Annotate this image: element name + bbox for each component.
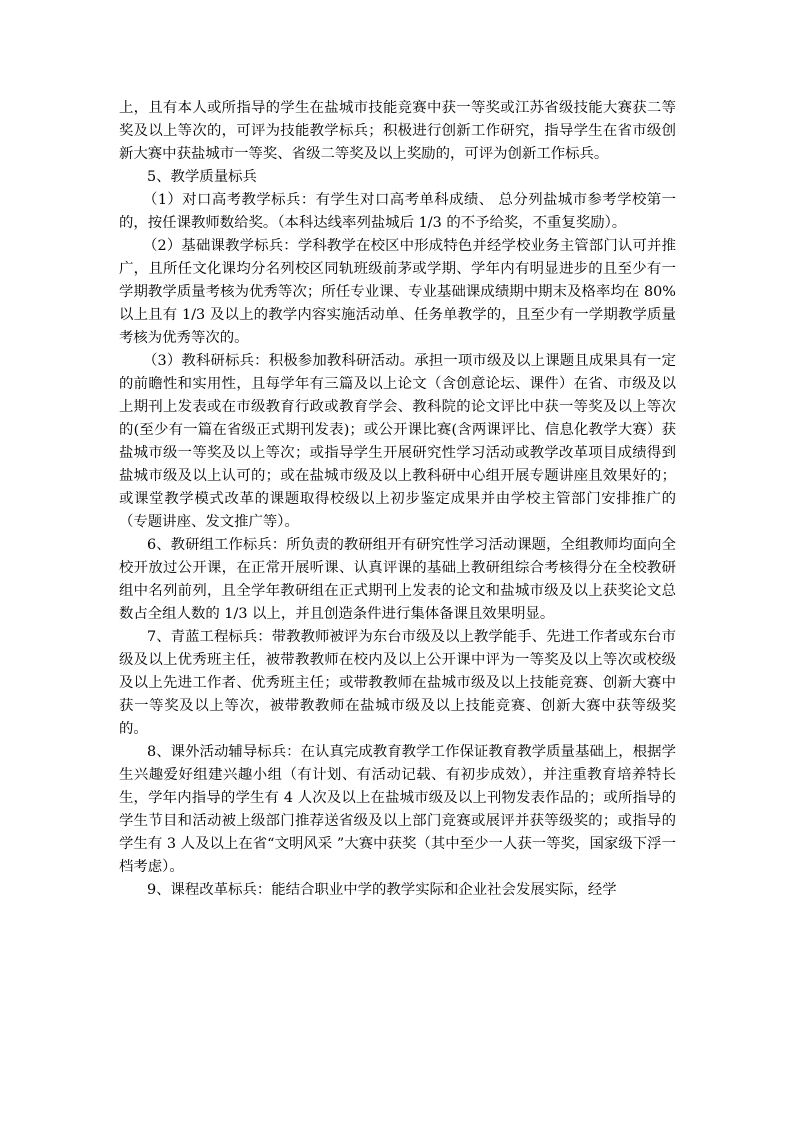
paragraph-section-6: 6、教研组工作标兵：所负责的教研组开有研究性学习活动课题，全组教师均面向全校开放过公开课，在正常开展听课、认真评课的基础上教研组综合考核得分在全校教研组中名列前列，且全学年教研组在正式期刊上发表的论文和盐城市级及以上获奖论文总数占全组人数的 1/3 以上，并且创造条件进行集体备课且效果明显。 [119, 537, 676, 622]
document-body [119, 97, 676, 902]
paragraph-section-7: 7、青蓝工程标兵：带教教师被评为东台市级及以上教学能手、先进工作者或东台市级及以上优秀班主任，被带教教师在校内及以上公开课中评为一等奖及以上等次或校级及以上先进工作者、优秀班主任；或带教教师在盐城市级及以上技能竞赛、创新大赛中获一等奖及以上等次，被带教教师在盐城市级及以上技能竞赛、创新大赛中获等级奖的。 [119, 629, 676, 737]
paragraph-continuation: 上，且有本人或所指导的学生在盐城市技能竞赛中获一等奖或江苏省级技能大赛获二等奖及以上等次的，可评为技能教学标兵；积极进行创新工作研究，指导学生在省市级创新大赛中获盐城市一等奖、省级二等奖及以上奖励的，可评为创新工作标兵。 [119, 100, 676, 162]
paragraph-section-9: 9、课程改革标兵：能结合职业中学的教学实际和企业社会发展实际，经学 [147, 882, 617, 898]
paragraph-section-8: 8、课外活动辅导标兵：在认真完成教育教学工作保证教育教学质量基础上，根据学生兴趣爱好组建兴趣小组（有计划、有活动记载、有初步成效），并注重教育培养特长生，学年内指导的学生有 4 人次及以上在盐城市级及以上刊物发表作品的；或所指导的学生节目和活动被上级部门推荐送省级及以上部门竞赛或展评并获等级奖的；或指导的学生有 3 人及以上在省“文明风采 ”大赛中获奖（其中至少一人获一等奖，国家级下浮一档考虑）。 [119, 744, 676, 875]
paragraph-item-3: （3）教科研标兵：积极参加教科研活动。承担一项市级及以上课题且成果具有一定的前瞻性和实用性，且每学年有三篇及以上论文（含创意论坛、课件）在省、市级及以上期刊上发表或在市级教育行政或教育学会、教科院的论文评比中获一等奖及以上等次的(至少有一篇在省级正式期刊发表)；或公开课比赛(含两课评比、信息化教学大赛）获盐城市级一等奖及以上等次；或指导学生开展研究性学习活动或教学改革项目成绩得到盐城市级及以上认可的；或在盐城市级及以上教科研中心组开展专题讲座且效果好的；或课堂教学模式改革的课题取得校级以上初步鉴定成果并由学校主管部门安排推广的（专题讲座、发文推广等）。 [119, 353, 676, 530]
paragraph-item-1: （1）对口高考教学标兵：有学生对口高考单科成绩、 总分列盐城市参考学校第一的，按任课教师数给奖。（本科达线率列盐城后 1/3 的不予给奖，不重复奖励）。 [119, 192, 676, 231]
section-heading-teaching-quality: 5、教学质量标兵 [147, 169, 257, 185]
paragraph-item-2: （2）基础课教学标兵：学科教学在校区中形成特色并经学校业务主管部门认可并推广，且所任文化课均分名列校区同轨班级前茅或学期、学年内有明显进步的且至少有一学期教学质量考核为优秀等次；所任专业课、专业基础课成绩期中期末及格率均在 80%以上且有 1/3 及以上的教学内容实施活动单、任务单教学的，且至少有一学期教学质量考核为优秀等次的。 [119, 238, 676, 346]
